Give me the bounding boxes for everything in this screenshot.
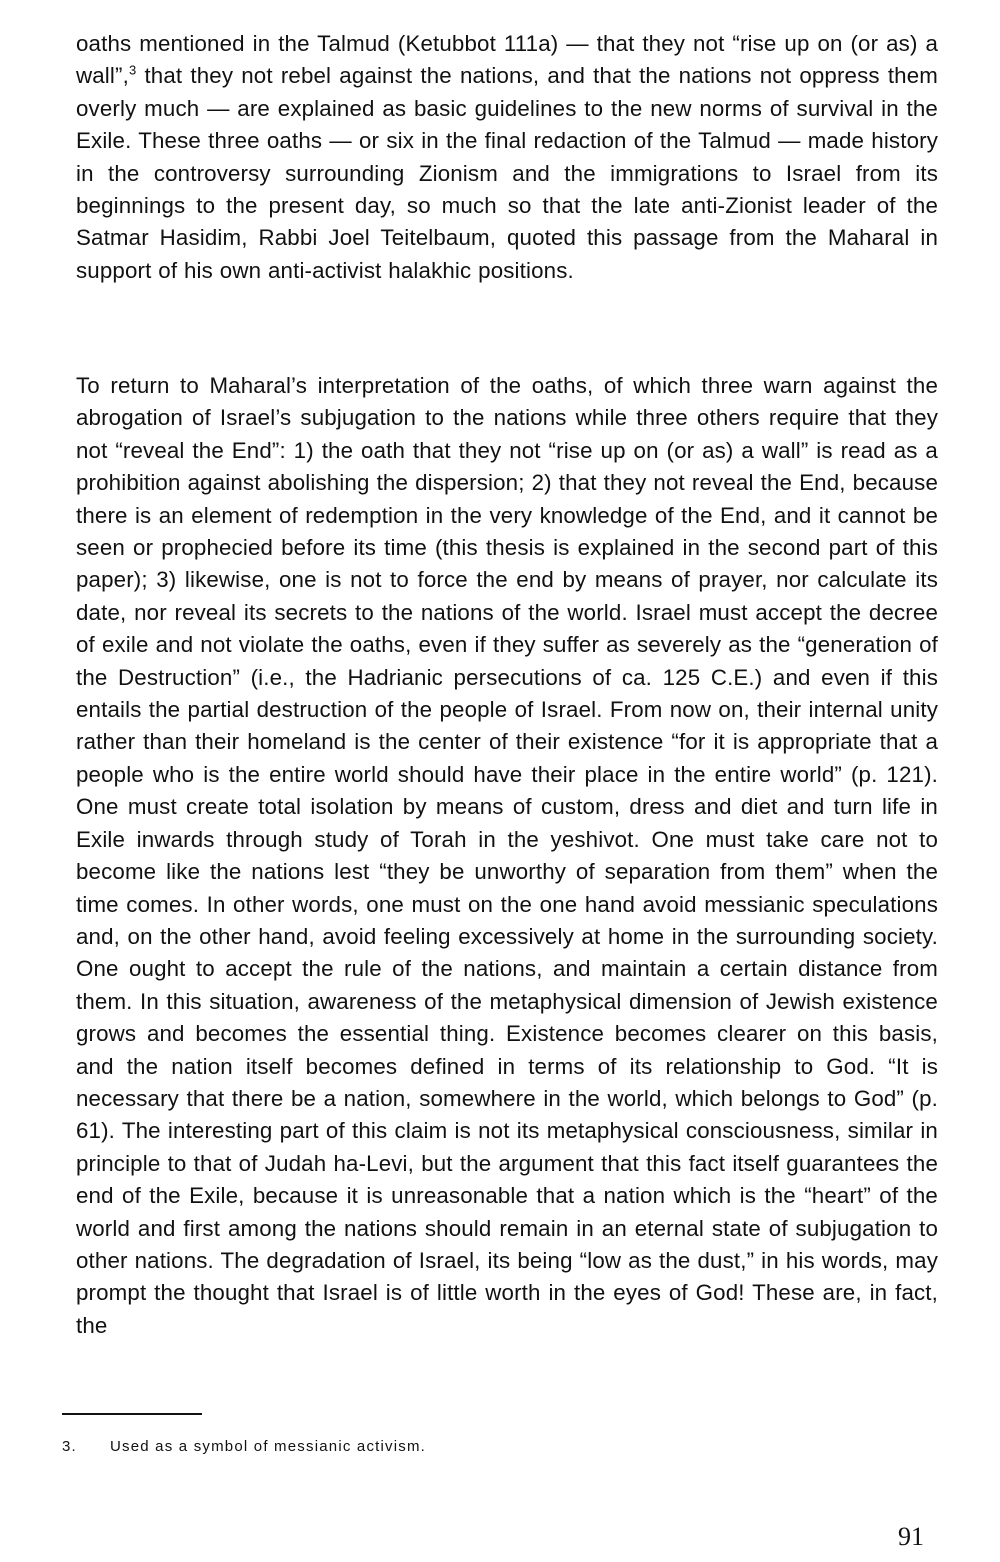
body-paragraph-1 [76, 28, 938, 287]
page-number: 91 [898, 1522, 924, 1551]
footnote-divider [62, 1413, 202, 1415]
paragraph-1-text-end: that they not rebel against the nations, and that the nations not oppress them overly much — are explained as basic guidelines to the new norms of survival in the Exile. These three oaths — or six in the final redaction of the Talmud — made history in the controversy surrounding Zionism and the immigrations to Israel from its beginnings to the present day, so much so that the late anti-Zionist leader of the Satmar Hasidim, Rabbi Joel Teitelbaum, quoted this passage from the Maharal in support of his own anti-activist halakhic positions. [76, 63, 938, 283]
paragraph-1-text-start: oaths mentioned in the Talmud (Ketubbot 111a) — that they not “rise up on (or as) a wall”, [76, 31, 938, 89]
footnote-number: 3. [62, 1438, 77, 1455]
footnote-text: Used as a symbol of messianic activism. [110, 1438, 427, 1455]
footnote-reference[interactable]: 3 [128, 62, 137, 78]
body-paragraph-2: To return to Maharal’s interpretation of the oaths, of which three warn against the abrogation of Israel’s subjugation to the nations while three others require that they not “reveal the End”: 1) the oath that they not “rise up on (or as) a wall” is read as a prohibition against abolishing the dispersion; 2) that they not reveal the End, because there is an element of redemption in the very knowledge of the End, and it cannot be seen or prophecied before its time (this thesis is explained in the second part of this paper); 3) likewise, one is not to force the end by means of prayer, nor calculate its date, nor reveal its secrets to the nations of the world. Israel must accept the decree of exile and not violate the oaths, even if they suffer as severely as the “generation of the Destruction” (i.e., the Hadrianic persecutions of ca. 125 C.E.) and even if this entails the partial destruction of the people of Israel. From now on, their internal unity rather than their homeland is the center of their existence “for it is appropriate that a people who is the entire world should have their place in the entire world” (p. 121). One must create total isolation by means of custom, dress and diet and turn life in Exile inwards through study of Torah in the yeshivot. One must take care not to become like the nations lest “they be unworthy of separation from them” when the time comes. In other words, one must on the one hand avoid messianic speculations and, on the other hand, avoid feeling excessively at home in the surrounding society. One ought to accept the rule of the nations, and maintain a certain distance from them. In this situation, awareness of the metaphysical dimension of Jewish existence grows and becomes the essential thing. Existence becomes clearer on this basis, and the nation itself becomes defined in terms of its relationship to God. “It is necessary that there be a nation, somewhere in the world, which belongs to God” (p. 61). The interesting part of this claim is not its metaphysical consciousness, similar in principle to that of Judah ha-Levi, but the argument that this fact itself guarantees the end of the Exile, because it is unreasonable that a nation which is the “heart” of the world and first among the nations should remain in an eternal state of subjugation to other nations. The degradation of Israel, its being “low as the dust,” in his words, may prompt the thought that Israel is of little worth in the eyes of God! These are, in fact, the [76, 373, 938, 1338]
footnote [62, 1438, 426, 1455]
